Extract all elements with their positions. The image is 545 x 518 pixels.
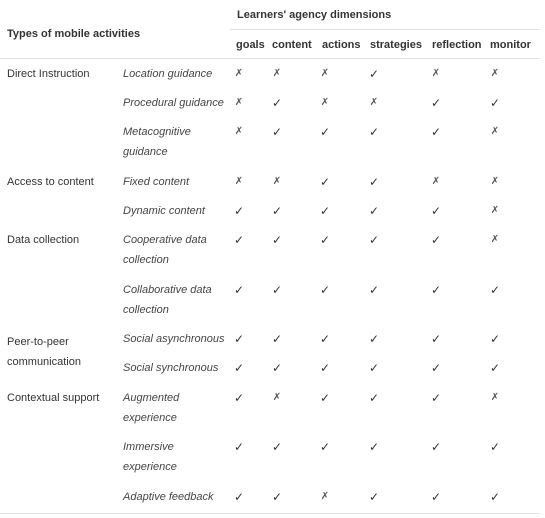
check-icon: ✓: [368, 490, 380, 504]
cross-icon: ✗: [320, 97, 330, 108]
cross-icon: ✗: [234, 176, 244, 187]
column-header-actions: actions: [322, 39, 361, 51]
cross-icon: ✗: [234, 97, 244, 108]
activity-label: Social synchronous: [123, 362, 219, 374]
agency-dimensions-header: Learners' agency dimensions: [237, 9, 392, 21]
check-icon: ✓: [430, 96, 442, 110]
check-icon: ✓: [271, 125, 283, 139]
cross-icon: ✗: [320, 68, 330, 79]
activity-label: Social asynchronous: [123, 333, 225, 345]
check-icon: ✓: [368, 67, 380, 81]
cross-icon: ✗: [490, 176, 500, 187]
cross-icon: ✗: [272, 176, 282, 187]
check-icon: ✓: [368, 332, 380, 346]
activity-label: Fixed content: [123, 176, 190, 188]
column-header-goals: goals: [236, 39, 265, 51]
check-icon: ✓: [319, 332, 331, 346]
cross-icon: ✗: [234, 126, 244, 137]
check-icon: ✓: [271, 204, 283, 218]
check-icon: ✓: [233, 490, 245, 504]
check-icon: ✓: [319, 125, 331, 139]
cross-icon: ✗: [272, 68, 282, 79]
cross-icon: ✗: [369, 97, 379, 108]
activity-label: Augmented experience: [123, 392, 180, 424]
check-icon: ✓: [430, 490, 442, 504]
column-header-monitor: monitor: [490, 39, 531, 51]
activity-label: Adaptive feedback: [123, 491, 214, 503]
category-label: Peer-to-peer communication: [7, 336, 81, 368]
check-icon: ✓: [489, 332, 501, 346]
check-icon: ✓: [430, 204, 442, 218]
check-icon: ✓: [430, 233, 442, 247]
check-icon: ✓: [233, 332, 245, 346]
check-icon: ✓: [233, 391, 245, 405]
activity-label: Procedural guidance: [123, 97, 224, 109]
check-icon: ✓: [233, 204, 245, 218]
check-icon: ✓: [233, 283, 245, 297]
category-label: Data collection: [7, 234, 80, 246]
check-icon: ✓: [368, 391, 380, 405]
cross-icon: ✗: [490, 68, 500, 79]
check-icon: ✓: [319, 233, 331, 247]
category-label: Contextual support: [7, 392, 100, 404]
check-icon: ✓: [368, 283, 380, 297]
cross-icon: ✗: [431, 176, 441, 187]
column-header-strategies: strategies: [370, 39, 422, 51]
cross-icon: ✗: [234, 68, 244, 79]
check-icon: ✓: [271, 490, 283, 504]
header-divider: [0, 58, 540, 59]
check-icon: ✓: [271, 96, 283, 110]
check-icon: ✓: [319, 175, 331, 189]
check-icon: ✓: [233, 233, 245, 247]
activity-label: Collaborative data collection: [123, 284, 212, 316]
group-header-underline: [230, 29, 540, 30]
column-header-reflection: reflection: [432, 39, 482, 51]
cross-icon: ✗: [431, 68, 441, 79]
activity-label: Location guidance: [123, 68, 213, 80]
check-icon: ✓: [368, 175, 380, 189]
check-icon: ✓: [271, 283, 283, 297]
check-icon: ✓: [430, 125, 442, 139]
cross-icon: ✗: [272, 392, 282, 403]
cross-icon: ✗: [320, 491, 330, 502]
cross-icon: ✗: [490, 392, 500, 403]
cross-icon: ✗: [490, 234, 500, 245]
check-icon: ✓: [271, 361, 283, 375]
activity-label: Cooperative data collection: [123, 234, 207, 266]
cross-icon: ✗: [490, 205, 500, 216]
check-icon: ✓: [489, 361, 501, 375]
check-icon: ✓: [368, 440, 380, 454]
check-icon: ✓: [233, 361, 245, 375]
check-icon: ✓: [271, 233, 283, 247]
check-icon: ✓: [319, 204, 331, 218]
category-label: Direct Instruction: [7, 68, 90, 80]
check-icon: ✓: [271, 332, 283, 346]
check-icon: ✓: [489, 96, 501, 110]
check-icon: ✓: [489, 490, 501, 504]
check-icon: ✓: [430, 361, 442, 375]
activities-header: Types of mobile activities: [7, 28, 141, 40]
check-icon: ✓: [489, 283, 501, 297]
category-label: Access to content: [7, 176, 94, 188]
check-icon: ✓: [430, 440, 442, 454]
check-icon: ✓: [319, 361, 331, 375]
check-icon: ✓: [368, 233, 380, 247]
activity-label: Immersive experience: [123, 441, 177, 473]
check-icon: ✓: [489, 440, 501, 454]
check-icon: ✓: [319, 391, 331, 405]
column-header-content: content: [272, 39, 312, 51]
check-icon: ✓: [430, 283, 442, 297]
check-icon: ✓: [368, 361, 380, 375]
check-icon: ✓: [368, 125, 380, 139]
check-icon: ✓: [430, 332, 442, 346]
table-bottom-rule: [0, 513, 540, 514]
activity-label: Dynamic content: [123, 205, 205, 217]
check-icon: ✓: [430, 391, 442, 405]
check-icon: ✓: [368, 204, 380, 218]
cross-icon: ✗: [490, 126, 500, 137]
check-icon: ✓: [233, 440, 245, 454]
check-icon: ✓: [319, 440, 331, 454]
check-icon: ✓: [271, 440, 283, 454]
check-icon: ✓: [319, 283, 331, 297]
activity-label: Metacognitive guidance: [123, 126, 191, 158]
